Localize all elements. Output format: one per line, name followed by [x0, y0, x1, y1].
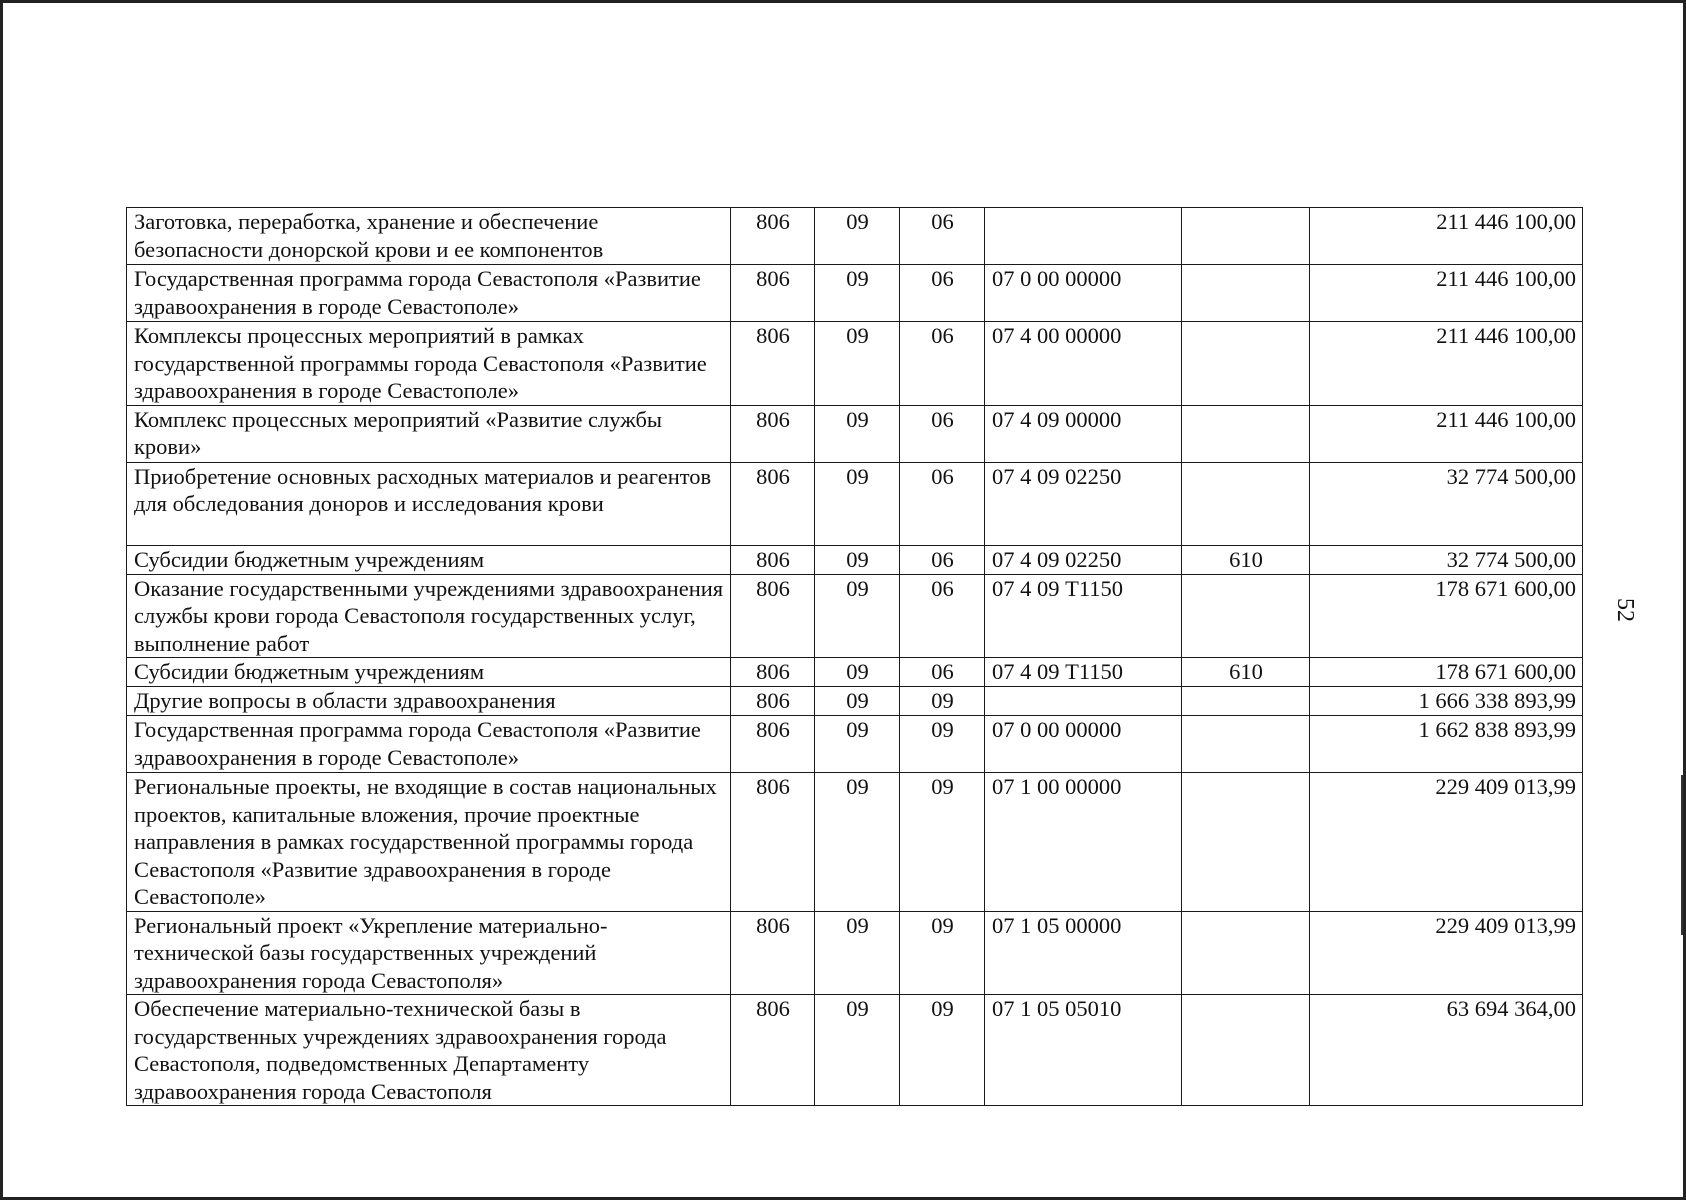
table-row: [127, 322, 1583, 406]
cell-subsection: 06: [900, 208, 985, 265]
cell-grbs: 806: [731, 773, 815, 912]
cell-grbs: 806: [731, 995, 815, 1106]
cell-expense-type: [1182, 911, 1310, 995]
cell-expense-type: [1182, 687, 1310, 716]
cell-amount: 178 671 600,00: [1310, 658, 1583, 687]
cell-name: Региональный проект «Укрепление материально-технической базы государственных учреждений здравоохранения города Севастополя»: [127, 911, 731, 995]
cell-name: Другие вопросы в области здравоохранения: [127, 687, 731, 716]
cell-subsection: 09: [900, 773, 985, 912]
cell-grbs: 806: [731, 716, 815, 773]
table-row: [127, 545, 1583, 574]
cell-name: Оказание государственными учреждениями здравоохранения службы крови города Севастополя государственных услуг, выполнение работ: [127, 574, 731, 658]
cell-name: Заготовка, переработка, хранение и обеспечение безопасности донорской крови и ее компонентов: [127, 208, 731, 265]
cell-section: 09: [815, 265, 900, 322]
cell-amount: 32 774 500,00: [1310, 462, 1583, 545]
cell-amount: 178 671 600,00: [1310, 574, 1583, 658]
cell-expense-type: [1182, 265, 1310, 322]
cell-expense-type: 610: [1182, 658, 1310, 687]
cell-target-article: [985, 208, 1182, 265]
cell-target-article: 07 4 09 Т1150: [985, 574, 1182, 658]
cell-expense-type: [1182, 716, 1310, 773]
cell-amount: 211 446 100,00: [1310, 208, 1583, 265]
cell-grbs: 806: [731, 462, 815, 545]
cell-target-article: 07 1 00 00000: [985, 773, 1182, 912]
table-row: [127, 265, 1583, 322]
table-body: [127, 208, 1583, 1106]
cell-subsection: 09: [900, 911, 985, 995]
cell-amount: 1 666 338 893,99: [1310, 687, 1583, 716]
cell-subsection: 06: [900, 658, 985, 687]
scan-margin-mark: [1681, 775, 1683, 935]
cell-expense-type: [1182, 773, 1310, 912]
budget-table: [126, 207, 1583, 1106]
cell-section: 09: [815, 773, 900, 912]
cell-section: 09: [815, 462, 900, 545]
cell-amount: 229 409 013,99: [1310, 773, 1583, 912]
cell-target-article: 07 1 05 05010: [985, 995, 1182, 1106]
cell-subsection: 09: [900, 687, 985, 716]
cell-subsection: 09: [900, 995, 985, 1106]
cell-target-article: 07 4 09 Т1150: [985, 658, 1182, 687]
cell-subsection: 09: [900, 716, 985, 773]
table-row: [127, 716, 1583, 773]
cell-subsection: 06: [900, 322, 985, 406]
page-border-left: [0, 0, 3, 1200]
cell-grbs: 806: [731, 574, 815, 658]
cell-subsection: 06: [900, 462, 985, 545]
table-row: [127, 658, 1583, 687]
cell-section: 09: [815, 995, 900, 1106]
cell-section: 09: [815, 911, 900, 995]
cell-name: Региональные проекты, не входящие в состав национальных проектов, капитальные вложения, прочие проектные направления в рамках государственной программы города Севастополя «Развитие здравоохранения в городе Севастополе»: [127, 773, 731, 912]
cell-section: 09: [815, 545, 900, 574]
cell-target-article: 07 1 05 00000: [985, 911, 1182, 995]
table-row: [127, 405, 1583, 462]
cell-amount: 1 662 838 893,99: [1310, 716, 1583, 773]
cell-expense-type: 610: [1182, 545, 1310, 574]
cell-amount: 63 694 364,00: [1310, 995, 1583, 1106]
cell-grbs: 806: [731, 658, 815, 687]
cell-subsection: 06: [900, 265, 985, 322]
cell-grbs: 806: [731, 208, 815, 265]
cell-target-article: 07 4 09 00000: [985, 405, 1182, 462]
cell-target-article: [985, 687, 1182, 716]
cell-name: Обеспечение материально-технической базы в государственных учреждениях здравоохранения города Севастополя, подведомственных Департаменту здравоохранения города Севастополя: [127, 995, 731, 1106]
cell-section: 09: [815, 405, 900, 462]
page-border-top: [0, 0, 1686, 3]
table-row: [127, 773, 1583, 912]
cell-expense-type: [1182, 574, 1310, 658]
cell-name: Приобретение основных расходных материалов и реагентов для обследования доноров и исследования крови: [127, 462, 731, 545]
cell-name: Комплексы процессных мероприятий в рамках государственной программы города Севастополя «Развитие здравоохранения в городе Севастополе»: [127, 322, 731, 406]
table-row: [127, 462, 1583, 545]
cell-grbs: 806: [731, 265, 815, 322]
page-number: 52: [1612, 598, 1638, 622]
cell-section: 09: [815, 322, 900, 406]
cell-target-article: 07 4 09 02250: [985, 462, 1182, 545]
cell-target-article: 07 0 00 00000: [985, 716, 1182, 773]
cell-grbs: 806: [731, 545, 815, 574]
cell-expense-type: [1182, 322, 1310, 406]
cell-target-article: 07 4 09 02250: [985, 545, 1182, 574]
cell-name: Государственная программа города Севастополя «Развитие здравоохранения в городе Севастополе»: [127, 265, 731, 322]
cell-subsection: 06: [900, 545, 985, 574]
cell-subsection: 06: [900, 574, 985, 658]
cell-name: Государственная программа города Севастополя «Развитие здравоохранения в городе Севастополе»: [127, 716, 731, 773]
cell-section: 09: [815, 687, 900, 716]
cell-grbs: 806: [731, 322, 815, 406]
cell-expense-type: [1182, 405, 1310, 462]
cell-amount: 32 774 500,00: [1310, 545, 1583, 574]
cell-grbs: 806: [731, 911, 815, 995]
table-row: [127, 995, 1583, 1106]
table-row: [127, 911, 1583, 995]
table-row: [127, 574, 1583, 658]
cell-target-article: 07 4 00 00000: [985, 322, 1182, 406]
cell-name: Субсидии бюджетным учреждениям: [127, 658, 731, 687]
cell-grbs: 806: [731, 687, 815, 716]
cell-section: 09: [815, 208, 900, 265]
cell-subsection: 06: [900, 405, 985, 462]
cell-amount: 211 446 100,00: [1310, 405, 1583, 462]
cell-expense-type: [1182, 995, 1310, 1106]
cell-name: Комплекс процессных мероприятий «Развитие службы крови»: [127, 405, 731, 462]
cell-section: 09: [815, 716, 900, 773]
cell-amount: 229 409 013,99: [1310, 911, 1583, 995]
cell-expense-type: [1182, 462, 1310, 545]
cell-grbs: 806: [731, 405, 815, 462]
cell-amount: 211 446 100,00: [1310, 322, 1583, 406]
cell-target-article: 07 0 00 00000: [985, 265, 1182, 322]
table-row: [127, 687, 1583, 716]
cell-section: 09: [815, 658, 900, 687]
table-row: [127, 208, 1583, 265]
cell-name: Субсидии бюджетным учреждениям: [127, 545, 731, 574]
cell-amount: 211 446 100,00: [1310, 265, 1583, 322]
cell-expense-type: [1182, 208, 1310, 265]
cell-section: 09: [815, 574, 900, 658]
